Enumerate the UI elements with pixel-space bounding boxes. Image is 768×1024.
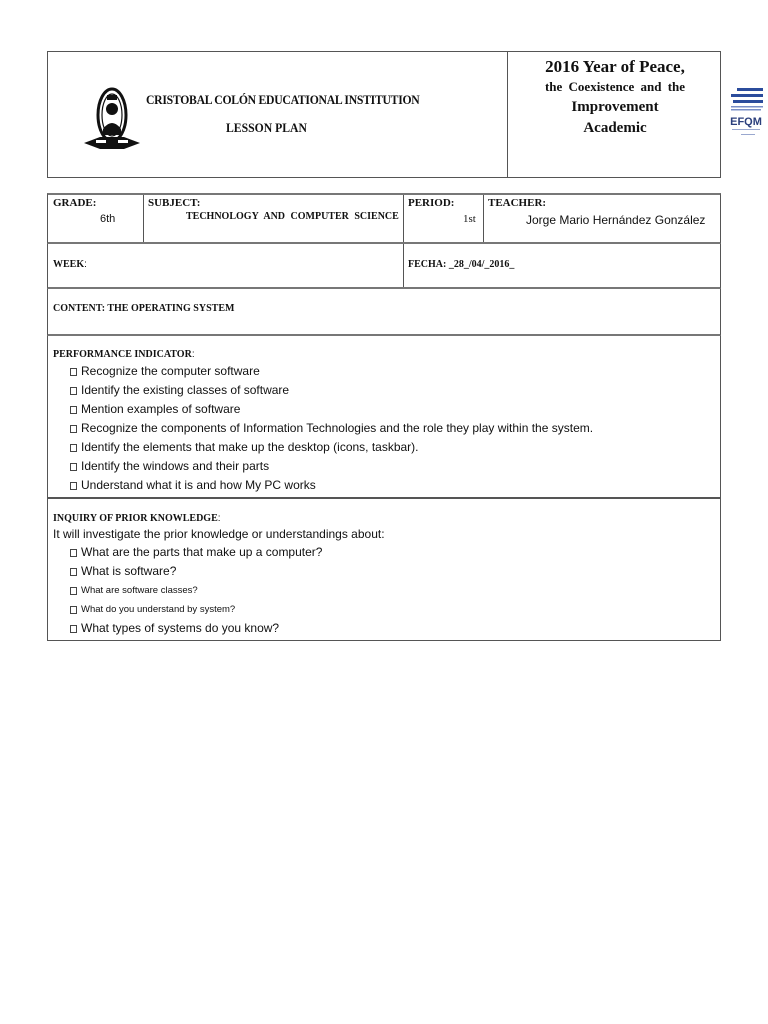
document-type: LESSON PLAN <box>226 120 307 135</box>
prior-knowledge-label <box>53 513 221 524</box>
list-item-text: Recognize the components of Information Technologies and the role they play within the system. <box>81 421 594 435</box>
list-item-text: Recognize the computer software <box>81 364 260 378</box>
performance-label <box>53 349 195 360</box>
list-item-text: Mention examples of software <box>81 402 241 416</box>
subject-value: TECHNOLOGY AND COMPUTER SCIENCE <box>186 211 399 222</box>
week-label-colon: : <box>84 259 87 270</box>
svg-text:EFQM: EFQM <box>730 116 762 128</box>
list-item <box>70 581 322 600</box>
checkbox-bullet-icon <box>70 587 77 595</box>
date-label: FECHA: _28_/04/_2016_ <box>408 259 515 270</box>
checkbox-bullet-icon <box>70 482 77 490</box>
institution-name: CRISTOBAL COLÓN EDUCATIONAL INSTITUTION <box>146 92 420 107</box>
performance-indicator-section <box>47 336 721 499</box>
list-item-text: Identify the existing classes of software <box>81 383 290 397</box>
list-item <box>70 400 593 419</box>
performance-label-text: PERFORMANCE INDICATOR <box>53 349 192 360</box>
list-item <box>70 562 322 581</box>
week-label <box>53 259 87 270</box>
list-item <box>70 381 593 400</box>
grade-value: 6th <box>100 213 116 225</box>
prior-knowledge-intro: It will investigate the prior knowledge or understandings about: <box>53 527 385 541</box>
prior-knowledge-list <box>70 543 322 638</box>
prior-knowledge-label-colon: : <box>217 513 221 524</box>
teacher-value: Jorge Mario Hernández González <box>526 213 706 227</box>
list-item-text: What are the parts that make up a computer? <box>81 545 323 559</box>
period-value: 1st <box>463 213 476 225</box>
checkbox-bullet-icon <box>70 568 77 576</box>
checkbox-bullet-icon <box>70 549 77 557</box>
column-divider <box>483 195 484 242</box>
checkbox-bullet-icon <box>70 463 77 471</box>
certification-logo <box>729 84 763 140</box>
list-item-text: Identify the windows and their parts <box>81 459 270 473</box>
list-item-text: Identify the elements that make up the desktop (icons, taskbar). <box>81 440 419 454</box>
week-row <box>47 244 721 289</box>
list-item <box>70 457 593 476</box>
content-label: CONTENT: THE OPERATING SYSTEM <box>53 303 235 314</box>
period-label: PERIOD: <box>408 197 455 209</box>
checkbox-bullet-icon <box>70 387 77 395</box>
motto-line-3: Improvement <box>571 99 659 115</box>
checkbox-bullet-icon <box>70 425 77 433</box>
list-item <box>70 619 322 638</box>
list-item-text: What types of systems do you know? <box>81 621 280 635</box>
checkbox-bullet-icon <box>70 406 77 414</box>
performance-label-colon: : <box>191 349 195 360</box>
school-seal-logo <box>82 77 152 157</box>
list-item <box>70 543 322 562</box>
prior-knowledge-section <box>47 499 721 641</box>
list-item-text: What are software classes? <box>81 585 198 596</box>
column-divider <box>403 195 404 242</box>
checkbox-bullet-icon <box>70 606 77 614</box>
motto-line-1: 2016 Year of Peace, <box>545 57 685 76</box>
checkbox-bullet-icon <box>70 625 77 633</box>
motto-line-4: Academic <box>583 120 647 136</box>
list-item-text: What is software? <box>81 564 177 578</box>
prior-knowledge-label-text: INQUIRY OF PRIOR KNOWLEDGE <box>53 513 218 524</box>
checkbox-bullet-icon <box>70 444 77 452</box>
list-item <box>70 419 593 438</box>
performance-list <box>70 362 593 495</box>
column-divider <box>403 244 404 287</box>
grade-row <box>47 193 721 244</box>
subject-label: SUBJECT: <box>148 197 201 209</box>
list-item-text: What do you understand by system? <box>81 604 236 615</box>
checkbox-bullet-icon <box>70 368 77 376</box>
list-item <box>70 438 593 457</box>
list-item-text: Understand what it is and how My PC works <box>81 478 316 492</box>
motto-line-2: the Coexistence and the <box>544 79 686 94</box>
motto-block <box>509 52 721 137</box>
document-header <box>47 51 721 178</box>
grade-label: GRADE: <box>53 197 97 209</box>
header-divider <box>507 52 508 177</box>
content-row <box>47 289 721 336</box>
week-label-text: WEEK <box>53 259 85 270</box>
teacher-label: TEACHER: <box>488 197 547 209</box>
list-item <box>70 600 322 619</box>
list-item <box>70 476 593 495</box>
list-item <box>70 362 593 381</box>
column-divider <box>143 195 144 242</box>
